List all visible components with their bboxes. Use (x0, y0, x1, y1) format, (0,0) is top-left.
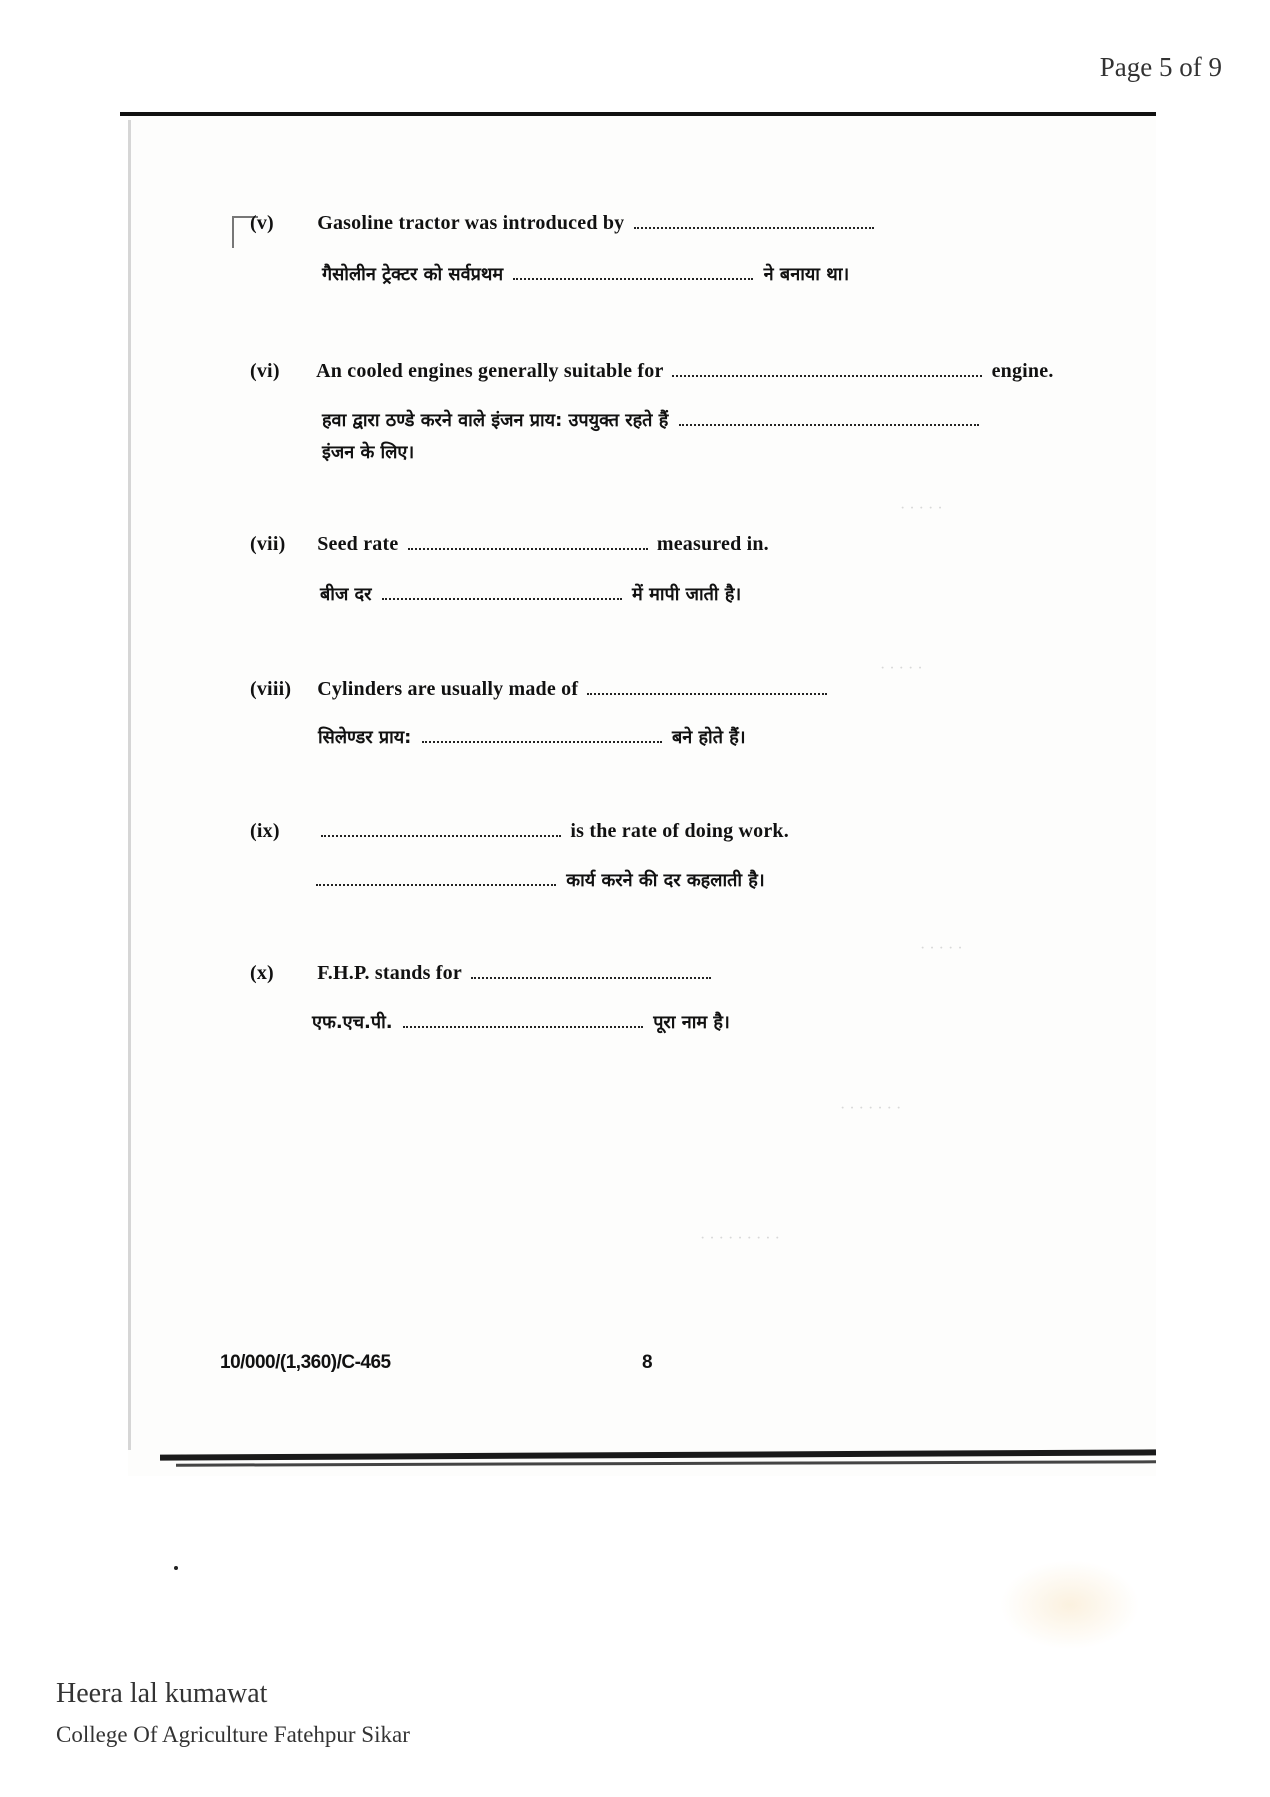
question-text-end: engine. (991, 360, 1054, 382)
paper-stain (1000, 1560, 1140, 1650)
answer-blank[interactable] (672, 361, 982, 377)
answer-blank[interactable] (382, 584, 622, 600)
question-text: Gasoline tractor was introduced by (317, 212, 625, 234)
question-vi (250, 360, 1054, 383)
answer-blank[interactable] (471, 963, 711, 979)
question-ix (250, 820, 789, 843)
question-text-end: is the rate of doing work. (570, 820, 789, 842)
scan-left-edge (128, 120, 131, 1450)
question-number: (x) (250, 962, 274, 984)
question-text-end: measured in. (656, 533, 769, 555)
hindi-text-end: में मापी जाती है। (632, 584, 742, 605)
question-text: F.H.P. stands for (317, 962, 462, 984)
hindi-text: सिलेण्डर प्राय: (318, 727, 412, 748)
answer-blank[interactable] (316, 870, 556, 886)
hindi-text-end: पूरा नाम है। (653, 1012, 730, 1033)
question-number: (ix) (250, 820, 280, 842)
answer-blank[interactable] (587, 679, 827, 695)
question-vi-hindi (322, 408, 983, 432)
hindi-text: बीज दर (320, 584, 372, 605)
question-viii (250, 678, 831, 701)
bleed-through-mark: · · · · · (880, 660, 923, 677)
hindi-text: गैसोलीन ट्रेक्टर को सर्वप्रथम (322, 264, 504, 285)
answer-blank[interactable] (679, 410, 979, 426)
college-name: College Of Agriculture Fatehpur Sikar (56, 1722, 410, 1747)
question-text: Cylinders are usually made of (317, 678, 579, 700)
question-x-hindi (312, 1010, 730, 1034)
scanned-page (128, 116, 1156, 1476)
hindi-text-end: बने होते हैं। (671, 727, 746, 748)
stray-mark (174, 1566, 178, 1570)
question-v (250, 212, 878, 235)
bleed-through-mark: · · · · · · · (840, 1100, 902, 1117)
hindi-text-end: ने बनाया था। (763, 264, 850, 285)
page-indicator: Page 5 of 9 (1099, 52, 1222, 82)
answer-blank[interactable] (422, 727, 662, 743)
question-ix-hindi (312, 868, 765, 892)
answer-blank[interactable] (408, 534, 648, 550)
author-name: Heera lal kumawat (56, 1678, 268, 1709)
bleed-through-mark: · · · · · (920, 940, 963, 957)
question-text: Seed rate (317, 533, 399, 555)
question-number: (vii) (250, 533, 286, 555)
question-v-hindi (322, 262, 849, 286)
question-number: (vi) (250, 360, 280, 382)
question-vii-hindi (320, 582, 741, 606)
answer-blank[interactable] (403, 1012, 643, 1028)
answer-blank[interactable] (321, 821, 561, 837)
answer-blank[interactable] (634, 213, 874, 229)
scan-footer-code: 10/000/(1,360)/C-465 (220, 1352, 391, 1373)
hindi-text: एफ.एच.पी. (312, 1012, 393, 1033)
question-viii-hindi (318, 725, 746, 749)
question-number: (v) (250, 212, 274, 234)
question-text: An cooled engines generally suitable for (316, 360, 664, 382)
bleed-through-mark: · · · · · (900, 500, 943, 517)
hindi-text-end: कार्य करने की दर कहलाती है। (566, 870, 765, 891)
question-vi-hindi-line2: इंजन के लिए। (322, 442, 415, 463)
question-x (250, 962, 715, 985)
answer-blank[interactable] (513, 264, 753, 280)
question-number: (viii) (250, 678, 292, 700)
question-vii (250, 533, 769, 556)
scan-footer-page: 8 (642, 1352, 653, 1373)
hindi-text: हवा द्वारा ठण्डे करने वाले इंजन प्राय: उपयुक्त रहते हैं (322, 410, 669, 431)
bleed-through-mark: · · · · · · · · · (700, 1230, 780, 1247)
